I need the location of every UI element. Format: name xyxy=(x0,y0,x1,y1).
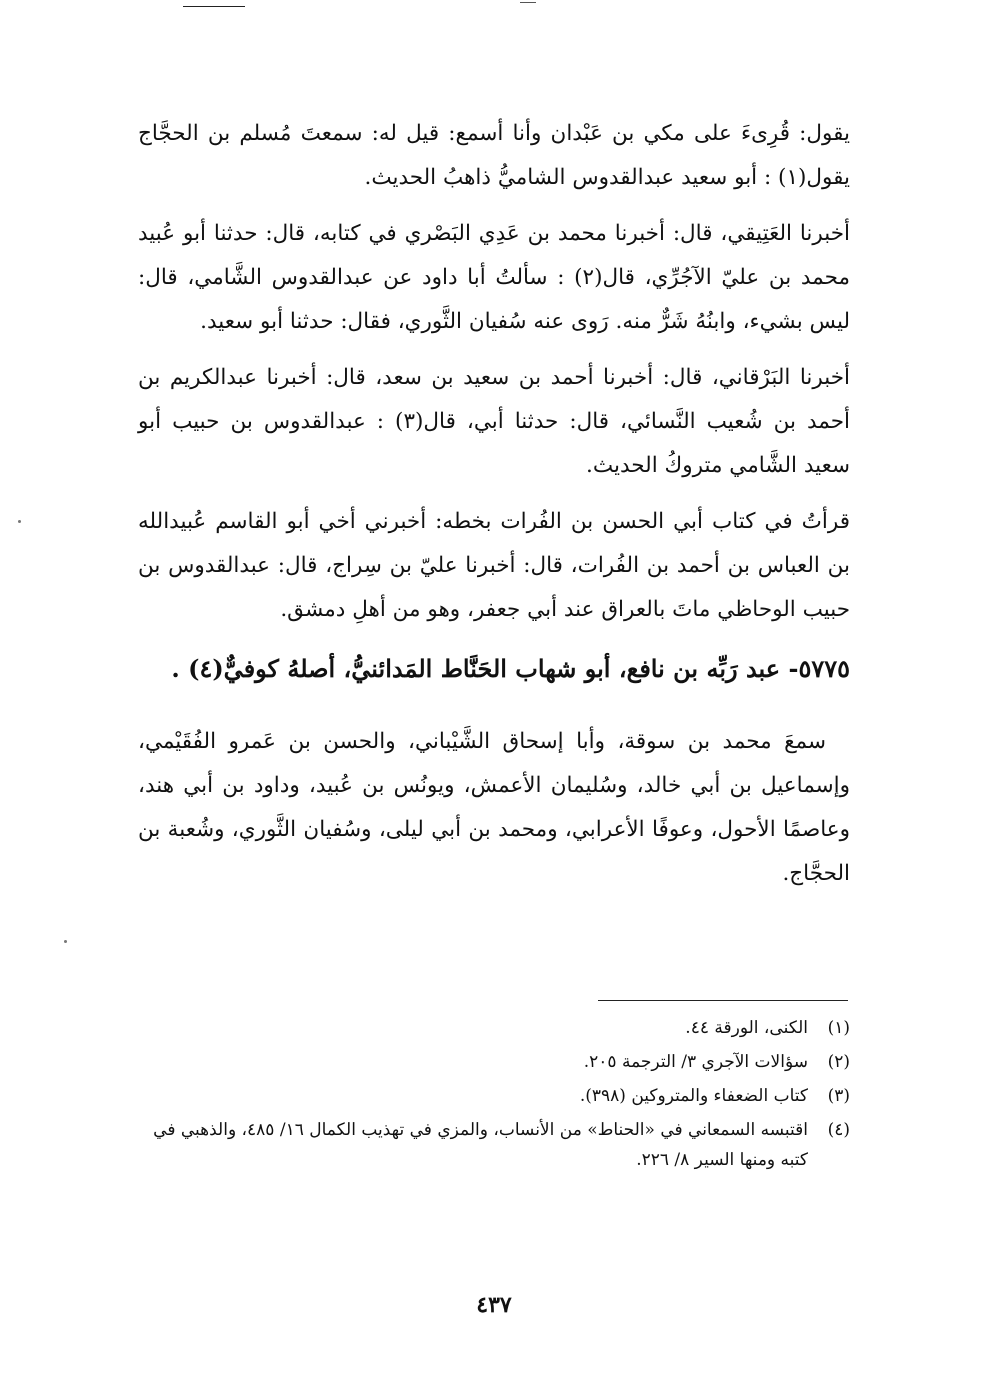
margin-speck xyxy=(18,520,21,523)
footnote-text: اقتبسه السمعاني في «الحناط» من الأنساب، والمزي في تهذيب الكمال ١٦/ ٤٨٥، والذهبي في كتبه ومنها السير ٨/ ٢٢٦. xyxy=(153,1120,808,1170)
footnote-number: (٣) xyxy=(827,1086,850,1106)
header-mark xyxy=(520,2,536,3)
entry-heading: ٥٧٧٥- عبد رَبِّه بن نافع، أبو شهاب الحَنَّاط المَدائنيُّ، أصلهُ كوفيٌّ(٤) . xyxy=(171,654,850,683)
paragraph-1: يقول: قُرِىءَ على مكي بن عَبْدان وأنا أسمع: قيل له: سمعتَ مُسلم بن الحجَّاج يقول(١) : أبو سعيد عبدالقدوس الشاميُّ ذاهبُ الحديث. xyxy=(138,121,850,190)
footnote-item xyxy=(138,1115,850,1175)
footnote-text: كتاب الضعفاء والمتروكين (٣٩٨). xyxy=(579,1086,808,1106)
footnote-number: (١) xyxy=(827,1018,850,1038)
footnote-text: سؤالات الآجري ٣/ الترجمة ٢٠٥. xyxy=(583,1052,808,1072)
margin-speck xyxy=(64,940,67,943)
paragraph-4: قرأتُ في كتاب أبي الحسن بن الفُرات بخطه: أخبرني أخي أبو القاسم عُبيدالله بن العباس بن أحمد بن الفُرات، قال: أخبرنا عليّ بن سِراج، قال: عبدالقدوس بن حبيب الوحاظي ماتَ بالعراق عند أبي جعفر، وهو من أهلِ دمشق. xyxy=(138,509,850,622)
footnote-number: (٤) xyxy=(827,1120,850,1140)
footnote-text: الكنى، الورقة ٤٤. xyxy=(685,1018,808,1038)
page-number: ٤٣٧ xyxy=(476,1292,512,1318)
paragraph-3: أخبرنا البَرْقاني، قال: أخبرنا أحمد بن سعيد بن سعد، قال: أخبرنا عبدالكريم بن أحمد بن شُعيب النَّسائي، قال: حدثنا أبي، قال(٣) : عبدالقدوس بن حبيب أبو سعيد الشَّامي متروكُ الحديث. xyxy=(138,365,851,478)
footnote-item xyxy=(138,1013,850,1043)
footnote-separator xyxy=(598,1000,848,1001)
footnote-item xyxy=(138,1047,850,1077)
footnote-item xyxy=(138,1081,850,1111)
footnotes xyxy=(138,1013,850,1179)
entry-paragraph: سمعَ محمد بن سوقة، وأبا إسحاق الشَّيْباني، والحسن بن عَمرو الفُقَيْمي، وإسماعيل بن أبي خالد، وسُليمان الأعمش، ويونُس بن عُبيد، وداود بن أبي هند، وعاصمًا الأحول، وعوفًا الأعرابي، ومحمد بن أبي ليلى، وسُفيان الثَّوري، وشُعبة بن الحجَّاج. xyxy=(138,729,850,886)
paragraph-2: أخبرنا العَتِيقي، قال: أخبرنا محمد بن عَدِي البَصْري في كتابه، قال: حدثنا أبو عُبيد محمد بن عليّ الآجُرِّي، قال(٢) : سألتُ أبا داود عن عبدالقدوس الشَّامي، قال: ليس بشيء، وابنُهُ شَرٌّ منه. رَوى عنه سُفيان الثَّوري، فقال: حدثنا أبو سعيد. xyxy=(138,221,850,334)
footnote-number: (٢) xyxy=(827,1052,850,1072)
main-text xyxy=(138,112,850,908)
header-rule xyxy=(183,6,245,7)
